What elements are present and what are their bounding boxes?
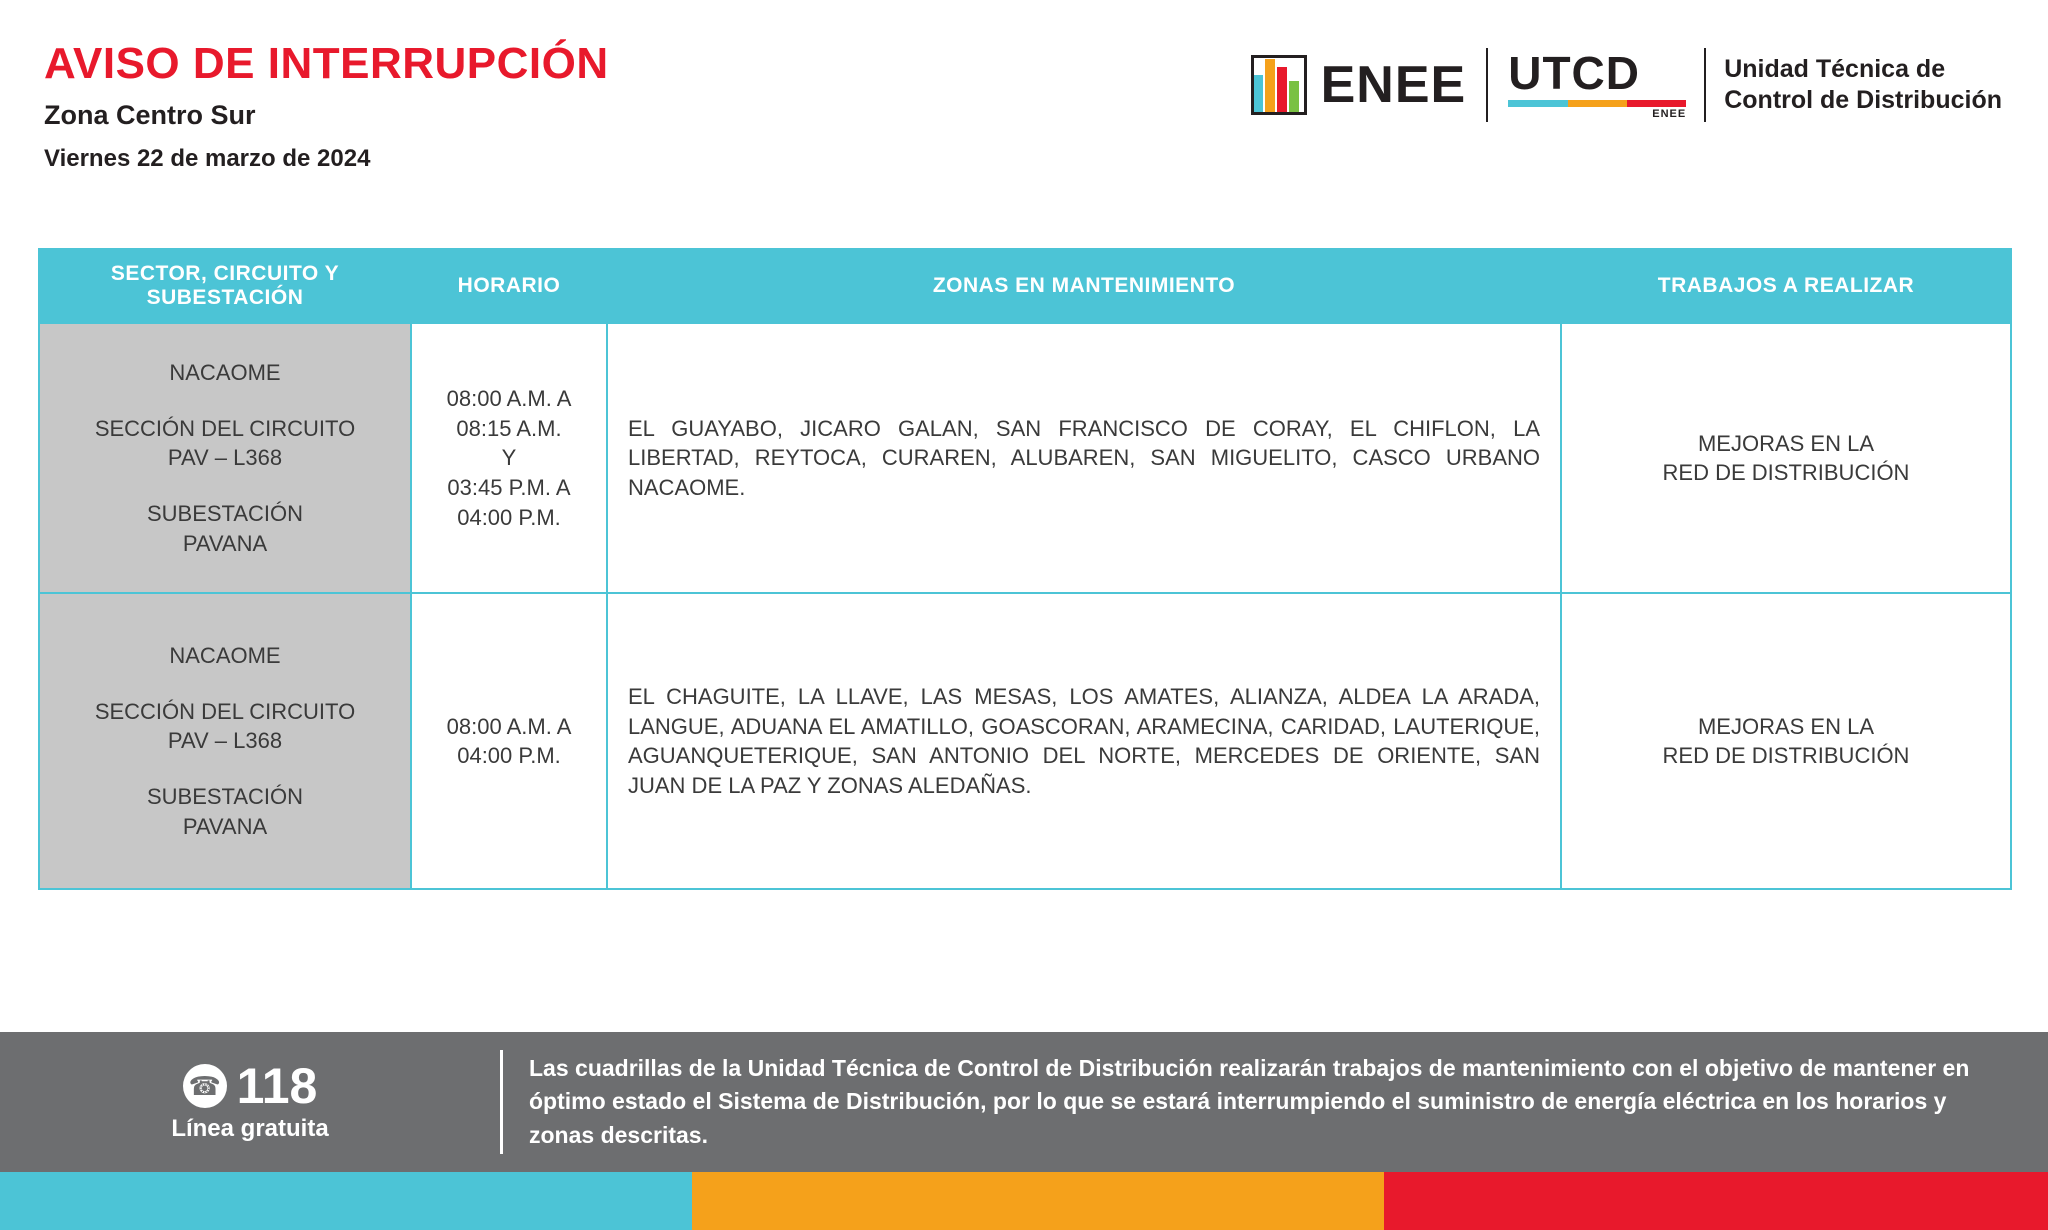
outage-table-wrapper (38, 248, 2010, 890)
utcd-block (1508, 47, 1687, 120)
utcd-fullname-line1: Unidad Técnica de (1724, 54, 1946, 83)
row0-horario-line1: 08:00 A.M. A (446, 386, 572, 412)
header-sector (39, 249, 411, 323)
footer-divider (500, 1050, 503, 1154)
row0-trabajos-line2: RED DE DISTRIBUCIÓN (1662, 460, 1910, 486)
row1-sector-line4: SUBESTACIÓN (146, 784, 304, 810)
header-trabajos: TRABAJOS A REALIZAR (1561, 249, 2011, 323)
zone-subtitle: Zona Centro Sur (44, 100, 256, 130)
utcd-fullname (1724, 54, 2002, 117)
row1-sector-line2: SECCIÓN DEL CIRCUITO (94, 698, 356, 724)
row1-horario-line2: 04:00 P.M. (457, 743, 561, 769)
header-zonas: ZONAS EN MANTENIMIENTO (607, 249, 1561, 323)
logo-divider (1486, 48, 1488, 122)
row1-sector-cell (39, 593, 411, 889)
logo-divider-2 (1704, 48, 1706, 122)
row0-trabajos-line1: MEJORAS EN LA (1697, 430, 1875, 456)
outage-table (38, 248, 2012, 890)
header-sector-line1: SECTOR, CIRCUITO Y (110, 262, 340, 285)
row0-sector-line3: PAV – L368 (167, 445, 283, 471)
row0-sector-line4: SUBESTACIÓN (146, 501, 304, 527)
utcd-fullname-line2: Control de Distribución (1724, 86, 2002, 114)
hotline-label: Línea gratuita (171, 1115, 329, 1142)
page-header (0, 0, 2048, 230)
hotline-row (183, 1058, 318, 1114)
row0-horario-cell (411, 323, 607, 593)
logo-block (1251, 46, 2002, 124)
row1-horario-line1: 08:00 A.M. A (446, 713, 572, 739)
stripe-orange (692, 1172, 1384, 1230)
page-footer (0, 1032, 2048, 1172)
row0-horario-line4: 03:45 P.M. A (447, 475, 571, 501)
utcd-stripe-icon (1508, 100, 1686, 107)
row0-trabajos-cell (1561, 323, 2011, 593)
row1-sector-line1: NACAOME (169, 643, 281, 669)
enee-logo-icon (1251, 55, 1307, 115)
page-title: AVISO DE INTERRUPCIÓN (44, 39, 609, 88)
table-row (39, 593, 2011, 889)
row0-horario-line2: 08:15 A.M. (456, 415, 562, 441)
row0-horario-line3: Y (501, 445, 517, 471)
hotline-number: 118 (236, 1058, 318, 1114)
title-block (44, 39, 609, 172)
bottom-stripes (0, 1172, 2048, 1230)
utcd-enee-subtext: ENEE (1652, 108, 1687, 120)
table-row (39, 323, 2011, 593)
row0-zonas-cell: EL GUAYABO, JICARO GALAN, SAN FRANCISCO DE CORAY, EL CHIFLON, LA LIBERTAD, REYTOCA, CURAREN, ALUBAREN, SAN MIGUELITO, CASCO URBANO NACAOME. (607, 323, 1561, 593)
row0-sector-line1: NACAOME (169, 360, 281, 386)
row1-trabajos-line2: RED DE DISTRIBUCIÓN (1662, 743, 1910, 769)
table-header-row (39, 249, 2011, 323)
phone-icon: ☎ (183, 1064, 227, 1108)
utcd-wordmark: UTCD (1508, 47, 1640, 99)
enee-wordmark: ENEE (1320, 56, 1467, 114)
row0-sector-line5: PAVANA (182, 530, 268, 556)
row1-sector-line5: PAVANA (182, 813, 268, 839)
header-horario: HORARIO (411, 249, 607, 323)
row0-horario-line5: 04:00 P.M. (457, 504, 561, 530)
row0-sector-cell (39, 323, 411, 593)
stripe-red (1384, 1172, 2048, 1230)
row1-trabajos-line1: MEJORAS EN LA (1697, 713, 1875, 739)
header-sector-line2: SUBESTACIÓN (146, 286, 304, 310)
hotline-block (0, 1058, 500, 1143)
row0-sector-line2: SECCIÓN DEL CIRCUITO (94, 415, 356, 441)
row1-sector-line3: PAV – L368 (167, 728, 283, 754)
footer-notice-text: Las cuadrillas de la Unidad Técnica de Control de Distribución realizarán trabajos de mantenimiento con el objetivo de mantener en óptimo estado el Sistema de Distribución, por lo que se estará interrumpiendo el suministro de energía eléctrica en los horarios y zonas descritas. (529, 1054, 1970, 1148)
stripe-cyan (0, 1172, 692, 1230)
row1-trabajos-cell (1561, 593, 2011, 889)
notice-date: Viernes 22 de marzo de 2024 (44, 145, 371, 172)
row1-horario-cell (411, 593, 607, 889)
row1-zonas-cell: EL CHAGUITE, LA LLAVE, LAS MESAS, LOS AMATES, ALIANZA, ALDEA LA ARADA, LANGUE, ADUANA EL AMATILLO, GOASCORAN, ARAMECINA, CARIDAD, LAUTERIQUE, AGUANQUETERIQUE, SAN ANTONIO DEL NORTE, MERCEDES DE ORIENTE, SAN JUAN DE LA PAZ Y ZONAS ALEDAÑAS. (607, 593, 1561, 889)
